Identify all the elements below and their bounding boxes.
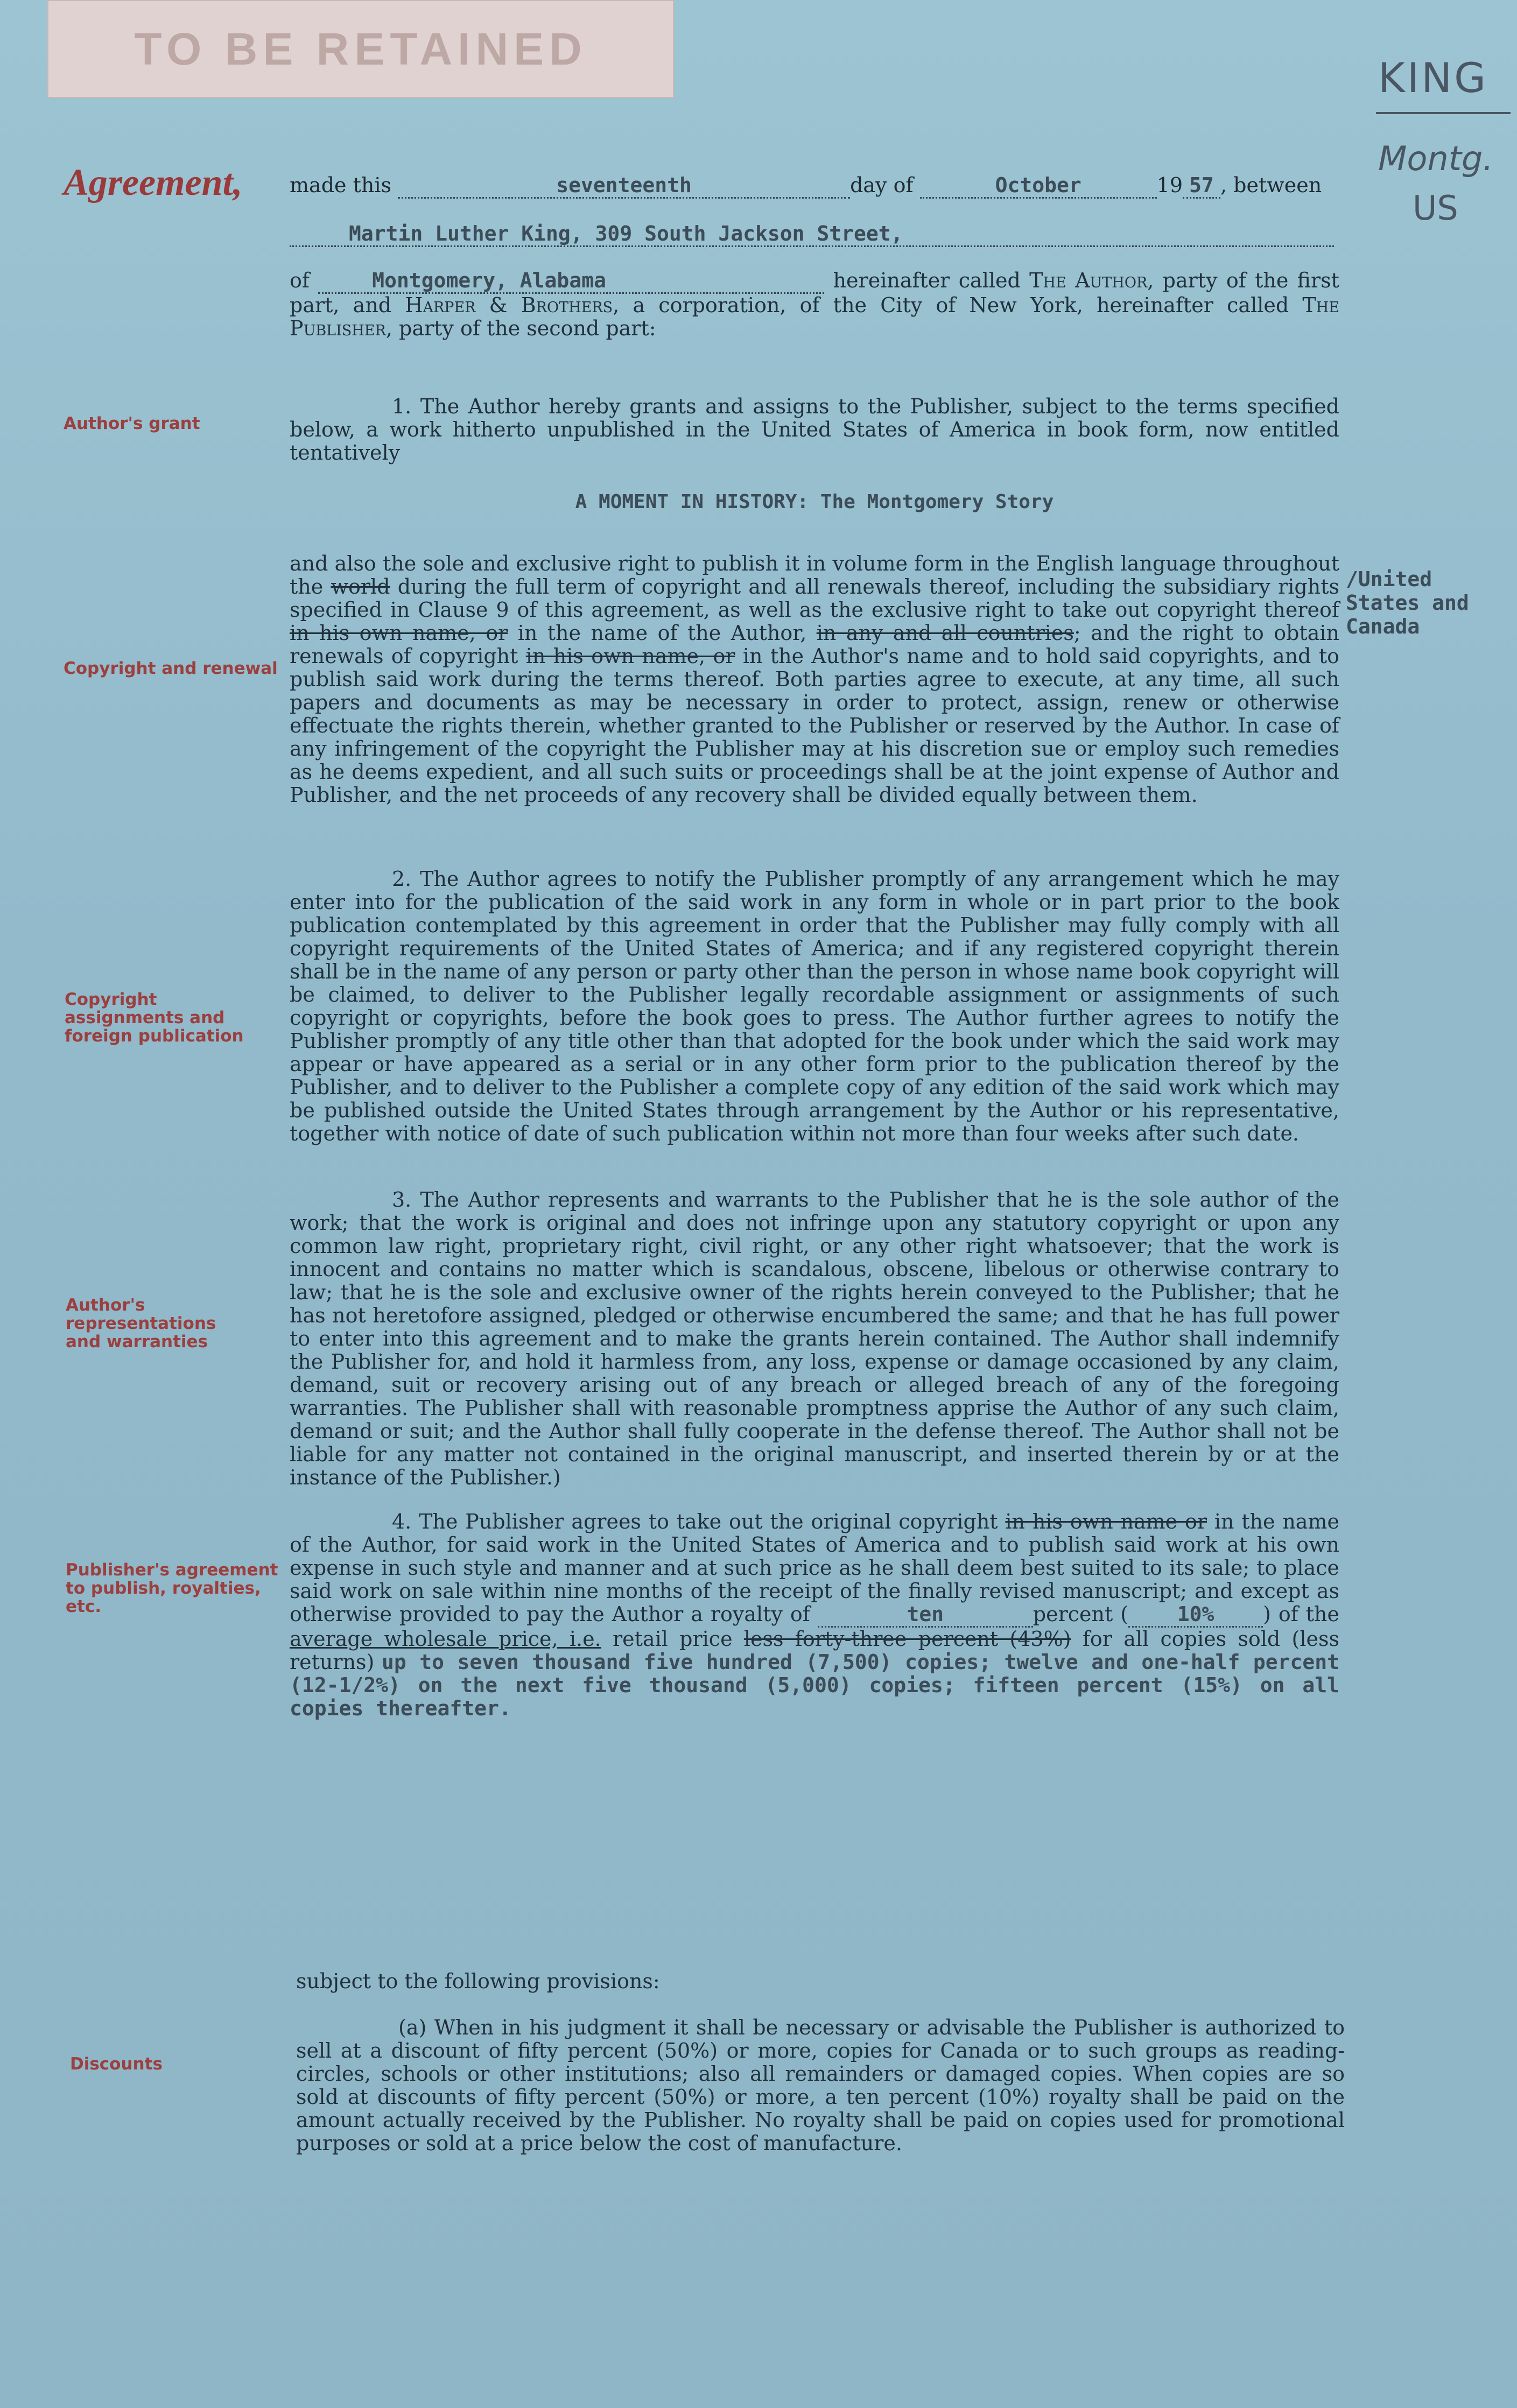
handwritten-underline bbox=[1376, 112, 1511, 114]
provision-a-discounts: (a) When in his judgment it shall be necessary or advisable the Publisher is authorized to sell at a discount of fifty percent (50%) or more, copies for Canada or to such groups as reading-circles, schools or other institutions; also all remainders or damaged copies. When copies are so sold at discounts of fifty percent (50%) or more, a ten percent (10%) royalty shall be paid on the amount actually received by the Publisher. No royalty shall be paid on copies used for promotional purposes or sold at a price below the cost of manufacture. bbox=[296, 2016, 1345, 2155]
clause-4-publisher: 4. The Publisher agrees to take out the original copyright in his own name or in the name of the Author, for said work in the United States of America and to publish said work at his own expense in such style and manner and at such price as he shall deem best suited to its sale; to place said work on sale within nine months of the receipt of the finally revised manuscript; and except as otherwise provided to pay the Author a royalty of ten percent ( 10% ) of the average wholesale price, i.e. retail price less forty-three percent (43%) for all copies sold (less returns) up to seven thousand five hundred (7,500) copies; twelve and one-half percent (12-1/2%) on the next five thousand (5,000) copies; fifteen percent (15%) on all copies thereafter. bbox=[290, 1510, 1339, 1720]
rights-text-e: in the Author's name and to hold said copyrights, and to publish said work during the terms thereof. Both parties agree to execute, at any time, all such papers and documents as may be necessary in order to protect, assign, renew or otherwise effectuate the rights therein, whether granted to the Publisher or reserved by the Author. In case of any infringement of the copyright the Publisher may at his discretion sue or employ such remedies as he deems expedient, and all such suits or proceedings shall be at the joint expense of Author and Publisher, and the net proceeds of any recovery shall be divided equally between them. bbox=[290, 644, 1339, 807]
year-value: 57 bbox=[1183, 173, 1220, 199]
clause-4-text-b: in the name of the Author, for said work in the United States of America and to publish said work at his own expense in such style and manner and at such price as he shall deem best suited to its sale; to place said work on sale within nine months of the receipt of the finally revised manuscript; and except as otherwise provided to pay the Author a royalty of bbox=[290, 1510, 1339, 1626]
struck-less-percent: less forty-three percent (43%) bbox=[743, 1627, 1071, 1651]
royalty-word: ten bbox=[818, 1603, 1033, 1628]
label-copyright-renewal: Copyright and renewal bbox=[64, 659, 278, 678]
handwritten-montg: Montg. bbox=[1378, 139, 1494, 178]
author-name-value: Martin Luther King, 309 South Jackson Street, bbox=[290, 222, 1334, 247]
struck-wholesale: average wholesale price, i.e. bbox=[290, 1627, 601, 1651]
clause-4-text-c: ) of the bbox=[1263, 1602, 1339, 1626]
struck-own-name-2: in his own name, or bbox=[525, 644, 735, 668]
called-label: hereinafter called bbox=[833, 269, 1021, 292]
clause-1-rights bbox=[290, 552, 1339, 807]
intro-rest-1: , party of the first part, and bbox=[290, 269, 1339, 317]
rights-text-d: ; and the right to obtain renewals of copyright bbox=[290, 621, 1339, 668]
day-value: seventeenth bbox=[398, 173, 850, 199]
label-authors-representations: Author's representations and warranties bbox=[66, 1295, 216, 1351]
rights-text-c: in the name of the Author, bbox=[517, 621, 807, 645]
royalty-terms-typed: up to seven thousand five hundred (7,500) copies; twelve and one-half percent (12-1/2%) on the next five thousand (5,000) copies; fifteen percent (15%) on all copies thereafter. bbox=[290, 1650, 1339, 1720]
percent-label: percent bbox=[1033, 1602, 1113, 1626]
label-authors-grant: Author's grant bbox=[64, 414, 200, 433]
date-line bbox=[290, 173, 1339, 199]
harper-brothers: Harper & Brothers bbox=[405, 293, 613, 317]
provisions-intro: subject to the following provisions: bbox=[296, 1969, 660, 1993]
month-value: October bbox=[920, 173, 1157, 199]
struck-world: world bbox=[331, 575, 390, 599]
made-this-label: made this bbox=[290, 173, 391, 197]
clause-2-notify: 2. The Author agrees to notify the Publisher promptly of any arrangement which he may enter into for the publication of the said work in any form in whole or in part prior to the book publication contemplated by this agreement in order that the Publisher may fully comply with all copyright requirements of the United States of America; and if any registered copyright therein shall be in the name of any person or party other than the person in whose name book copyright will be claimed, to deliver to the Publisher legally recordable assignment or assignments of such copyright or copyrights, before the book goes to press. The Author further agrees to notify the Publisher promptly of any title other than that adopted for the book under which the said work may appear or have appeared as a serial or in any other form prior to the publication thereof by the Publisher, and to deliver to the Publisher a complete copy of any edition of the said work which may be published outside the United States through arrangement by the Author or his representative, together with notice of date of such publication within not more than four weeks after such date. bbox=[290, 867, 1339, 1145]
author-name-line bbox=[290, 222, 1339, 247]
day-of-label: day of bbox=[850, 173, 914, 197]
handwritten-king: KING bbox=[1378, 54, 1488, 102]
rights-text-b: during the full term of copyright and all renewals thereof, including the subsidiary rights specified in Clause 9 of this agreement, as well as the exclusive right to take out copyright thereof bbox=[290, 575, 1339, 622]
stamp-text: TO BE RETAINED bbox=[134, 23, 587, 74]
clause-3-warranties: 3. The Author represents and warrants to the Publisher that he is the sole author of the work; that the work is original and does not infringe upon any statutory copyright or upon any common law right, proprietary right, civil right, or any other right whatsoever; that the work is innocent and contains no matter which is scandalous, obscene, libelous or otherwise contrary to law; that he is the sole and exclusive owner of the rights herein conveyed to the Publisher; that he has not heretofore assigned, pledged or otherwise encumbered the same; and that he has full power to enter into this agreement and to make the grants herein contained. The Author shall indemnify the Publisher for, and hold it harmless from, any loss, expense or damage occasioned by any claim, demand, suit or recovery arising out of any breach or alleged breach of any of the foregoing warranties. The Publisher shall with reasonable promptness apprise the Author of any such claim, demand or suit; and the Author shall fully cooperate in the defense thereof. The Author shall not be liable for any matter not contained in the original manuscript, and inserted therein by or at the instance of the Publisher.) bbox=[290, 1188, 1339, 1489]
intro-rest-2: , a corporation, of the City of New York, hereinafter called bbox=[613, 293, 1289, 317]
city-value: Montgomery, Alabama bbox=[318, 269, 824, 294]
struck-own-name-3: in his own name or bbox=[1005, 1510, 1207, 1533]
clause-1-grant: 1. The Author hereby grants and assigns to the Publisher, subject to the terms specified below, a work hitherto unpublished in the United States of America in book form, now entitled tentatively bbox=[290, 395, 1339, 464]
intro-rest-3: , party of the second part: bbox=[385, 316, 656, 340]
book-title: A MOMENT IN HISTORY: The Montgomery Story bbox=[575, 491, 1054, 513]
the-publisher-term: The Publisher bbox=[290, 293, 1339, 340]
between-label: , between bbox=[1220, 173, 1322, 197]
retail-price: retail price bbox=[612, 1627, 733, 1651]
year-prefix: 19 bbox=[1156, 173, 1183, 197]
struck-all-countries: in any and all countries bbox=[816, 621, 1074, 645]
clause-4-text-d: for all copies sold (less returns) bbox=[290, 1627, 1339, 1674]
royalty-percent: 10% bbox=[1128, 1603, 1263, 1628]
rights-text-a: and also the sole and exclusive right to publish it in volume form in the English language throughout the bbox=[290, 552, 1339, 599]
intro-paragraph bbox=[290, 269, 1339, 340]
clause-4-text-a: 4. The Publisher agrees to take out the original copyright bbox=[392, 1510, 998, 1533]
retained-stamp bbox=[47, 0, 674, 98]
label-copyright-assignments: Copyright assignments and foreign publication bbox=[65, 990, 244, 1046]
label-publishers-agreement: Publisher's agreement to publish, royalties, etc. bbox=[66, 1560, 278, 1616]
struck-own-name: in his own name, or bbox=[290, 621, 508, 645]
agreement-title: Agreement, bbox=[64, 162, 243, 203]
label-discounts: Discounts bbox=[70, 2054, 163, 2074]
of-label: of bbox=[290, 269, 310, 292]
the-author-term: The Author bbox=[1029, 269, 1148, 292]
handwritten-us: US bbox=[1413, 188, 1458, 228]
margin-insert-us-canada: /United States and Canada bbox=[1346, 567, 1469, 638]
